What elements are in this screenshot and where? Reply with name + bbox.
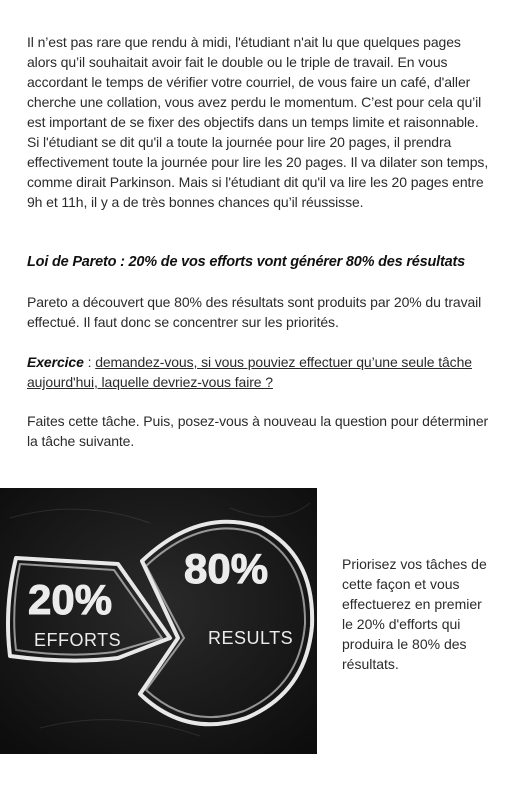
- exercise-label: Exercice: [27, 354, 84, 370]
- right-label-text: RESULTS: [208, 628, 294, 648]
- right-percent-text: 80%: [184, 545, 269, 592]
- intro-paragraph: Il n’est pas rare que rendu à midi, l'étudiant n'ait lu que quelques pages alors qu’il souhaitait avoir fait le double ou le triple de travail. En vous accordant le temps de vérifier votre courriel, de vous faire un café, d'aller cherche une collation, vous avez perdu le momentum. C’est pour cela qu’il est important de se fixer des objectifs dans un temps limite et raisonnable. Si l'étudiant se dit qu'il a toute la journée pour lire 20 pages, il prendra effectivement toute la journée pour lire les 20 pages. Il va dilater son temps, comme dirait Parkinson. Mais si l'étudiant dit qu'il va lire les 20 pages entre 9h et 11h, il y a de très bonnes chances qu’il réussisse.: [27, 34, 489, 210]
- left-label-text: EFFORTS: [34, 630, 122, 650]
- left-percent-text: 20%: [28, 576, 113, 623]
- closing-paragraph: Faites cette tâche. Puis, posez-vous à nouveau la question pour déterminer la tâche suivante.: [27, 413, 489, 449]
- image-caption: Priorisez vos tâches de cette façon et vous effectuerez en premier le 20% d'efforts qui produira le 80% des résultats.: [342, 556, 487, 672]
- chalk-pie-illustration: [0, 488, 317, 754]
- exercise-separator: :: [83, 354, 96, 370]
- exercise-paragraph: [27, 352, 489, 392]
- pareto-paragraph: Pareto a découvert que 80% des résultats sont produits par 20% du travail effectué. Il faut donc se concentrer sur les priorités.: [27, 294, 482, 330]
- pareto-heading: Loi de Pareto : 20% de vos efforts vont générer 80% des résultats: [27, 254, 465, 270]
- exercise-question: demandez-vous, si vous pouviez effectuer qu’une seule tâche aujourd'hui, laquelle devriez-vous faire ?: [27, 354, 472, 390]
- pareto-chalkboard-image: [0, 488, 317, 754]
